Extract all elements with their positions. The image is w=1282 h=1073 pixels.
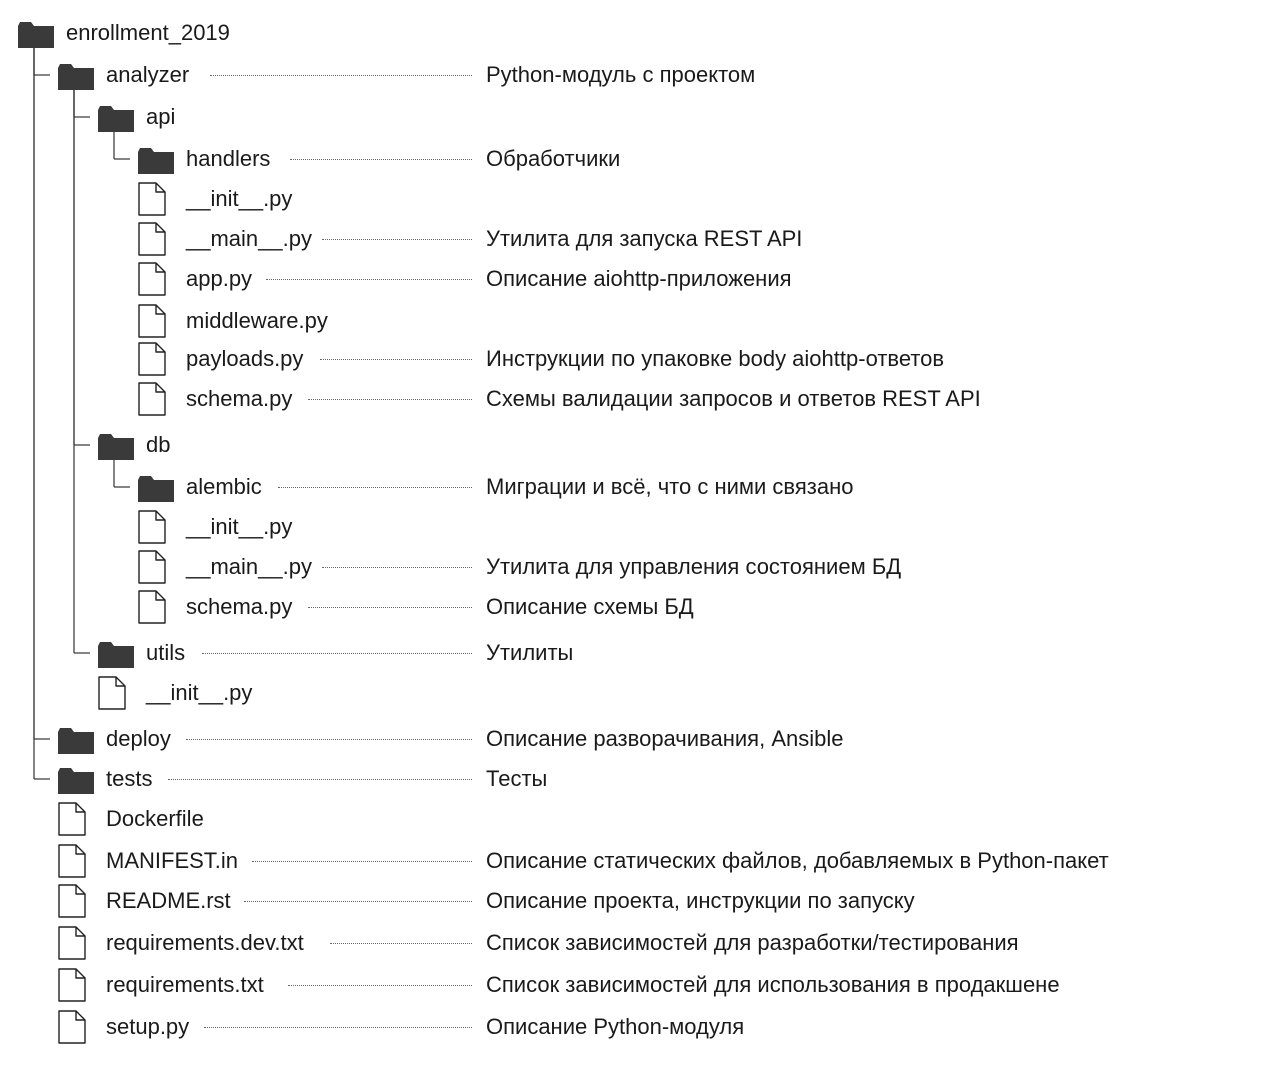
folder-icon bbox=[98, 434, 134, 460]
tree-file-row bbox=[0, 846, 1282, 876]
tree-item-name: utils bbox=[146, 640, 186, 665]
tree-item-name: setup.py bbox=[106, 1014, 190, 1039]
file-icon bbox=[138, 550, 166, 584]
tree-item-name: Dockerfile bbox=[106, 806, 204, 831]
tree-item-description: Описание проекта, инструкции по запуску bbox=[486, 888, 915, 913]
tree-item-description: Описание aiohttp-приложения bbox=[486, 266, 792, 291]
tree-item-description: Описание Python-модуля bbox=[486, 1014, 745, 1039]
dotted-leader-line bbox=[266, 279, 472, 280]
tree-file-row bbox=[0, 264, 1282, 294]
file-icon bbox=[58, 844, 86, 878]
file-icon bbox=[138, 304, 166, 338]
tree-item-description: Список зависимостей для разработки/тестирования bbox=[486, 930, 1019, 955]
tree-item-name: requirements.dev.txt bbox=[106, 930, 304, 955]
folder-icon bbox=[58, 768, 94, 794]
tree-item-name: app.py bbox=[186, 266, 253, 291]
tree-file-row bbox=[0, 592, 1282, 622]
file-icon bbox=[58, 802, 86, 836]
tree-folder-row bbox=[0, 144, 1282, 174]
dotted-leader-line bbox=[278, 487, 472, 488]
tree-item-name: schema.py bbox=[186, 594, 293, 619]
file-icon bbox=[58, 926, 86, 960]
tree-item-name: __init__.py bbox=[186, 186, 293, 211]
folder-icon bbox=[138, 148, 174, 174]
folder-icon bbox=[98, 106, 134, 132]
tree-folder-row bbox=[0, 102, 1282, 132]
dotted-leader-line bbox=[252, 861, 472, 862]
tree-folder-row bbox=[0, 472, 1282, 502]
file-icon bbox=[138, 222, 166, 256]
tree-item-name: handlers bbox=[186, 146, 271, 171]
tree-item-description: Схемы валидации запросов и ответов REST API bbox=[486, 386, 981, 411]
tree-item-name: payloads.py bbox=[186, 346, 304, 371]
file-icon bbox=[98, 676, 126, 710]
file-icon bbox=[138, 382, 166, 416]
tree-file-row bbox=[0, 184, 1282, 214]
tree-item-name: tests bbox=[106, 766, 153, 791]
tree-file-row bbox=[0, 384, 1282, 414]
tree-item-description: Утилита для управления состоянием БД bbox=[486, 554, 902, 579]
tree-item-description: Утилиты bbox=[486, 640, 574, 665]
tree-item-name: middleware.py bbox=[186, 308, 328, 333]
folder-icon bbox=[98, 642, 134, 668]
file-icon bbox=[138, 590, 166, 624]
tree-folder-row bbox=[0, 764, 1282, 794]
tree-file-row bbox=[0, 886, 1282, 916]
tree-file-row bbox=[0, 678, 1282, 708]
tree-item-name: requirements.txt bbox=[106, 972, 264, 997]
dotted-leader-line bbox=[308, 399, 472, 400]
file-icon bbox=[138, 342, 166, 376]
tree-folder-row bbox=[0, 724, 1282, 754]
tree-item-description: Инструкции по упаковке body aiohttp-ответов bbox=[486, 346, 945, 371]
tree-item-name: __main__.py bbox=[186, 226, 312, 251]
dotted-leader-line bbox=[288, 985, 472, 986]
tree-item-description: Утилита для запуска REST API bbox=[486, 226, 803, 251]
tree-file-row bbox=[0, 928, 1282, 958]
tree-item-description: Список зависимостей для использования в продакшене bbox=[486, 972, 1060, 997]
dotted-leader-line bbox=[202, 653, 472, 654]
dotted-leader-line bbox=[330, 943, 472, 944]
tree-item-description: Python-модуль с проектом bbox=[486, 62, 756, 87]
tree-file-row bbox=[0, 970, 1282, 1000]
tree-folder-row bbox=[0, 430, 1282, 460]
file-icon bbox=[58, 1010, 86, 1044]
dotted-leader-line bbox=[186, 739, 472, 740]
dotted-leader-line bbox=[322, 239, 472, 240]
tree-item-name: __main__.py bbox=[186, 554, 312, 579]
tree-item-description: Миграции и всё, что с ними связано bbox=[486, 474, 854, 499]
tree-item-description: Описание статических файлов, добавляемых в Python-пакет bbox=[486, 848, 1109, 873]
tree-item-name: deploy bbox=[106, 726, 171, 751]
folder-icon bbox=[58, 728, 94, 754]
folder-icon bbox=[18, 22, 54, 48]
tree-item-name: alembic bbox=[186, 474, 262, 499]
file-icon bbox=[138, 510, 166, 544]
tree-item-name: api bbox=[146, 104, 176, 129]
tree-file-row bbox=[0, 804, 1282, 834]
file-icon bbox=[58, 968, 86, 1002]
tree-item-name: enrollment_2019 bbox=[66, 20, 230, 45]
tree-item-name: MANIFEST.in bbox=[106, 848, 239, 873]
tree-file-row bbox=[0, 552, 1282, 582]
file-icon bbox=[138, 182, 166, 216]
tree-file-row bbox=[0, 1012, 1282, 1042]
dotted-leader-line bbox=[210, 75, 472, 76]
tree-folder-row bbox=[0, 60, 1282, 90]
folder-icon bbox=[138, 476, 174, 502]
tree-item-name: __init__.py bbox=[186, 514, 293, 539]
dotted-leader-line bbox=[290, 159, 472, 160]
tree-item-description: Обработчики bbox=[486, 146, 621, 171]
tree-item-name: schema.py bbox=[186, 386, 293, 411]
tree-item-name: analyzer bbox=[106, 62, 190, 87]
dotted-leader-line bbox=[204, 1027, 472, 1028]
tree-item-name: README.rst bbox=[106, 888, 231, 913]
tree-file-row bbox=[0, 512, 1282, 542]
file-icon bbox=[58, 884, 86, 918]
tree-file-row bbox=[0, 306, 1282, 336]
tree-file-row bbox=[0, 344, 1282, 374]
tree-item-name: __init__.py bbox=[146, 680, 253, 705]
dotted-leader-line bbox=[244, 901, 472, 902]
tree-folder-row bbox=[0, 18, 1282, 48]
file-icon bbox=[138, 262, 166, 296]
tree-item-name: db bbox=[146, 432, 171, 457]
tree-item-description: Описание разворачивания, Ansible bbox=[486, 726, 844, 751]
tree-item-description: Описание схемы БД bbox=[486, 594, 694, 619]
tree-item-description: Тесты bbox=[486, 766, 548, 791]
dotted-leader-line bbox=[168, 779, 472, 780]
dotted-leader-line bbox=[322, 567, 472, 568]
dotted-leader-line bbox=[320, 359, 472, 360]
dotted-leader-line bbox=[308, 607, 472, 608]
folder-icon bbox=[58, 64, 94, 90]
tree-file-row bbox=[0, 224, 1282, 254]
tree-folder-row bbox=[0, 638, 1282, 668]
